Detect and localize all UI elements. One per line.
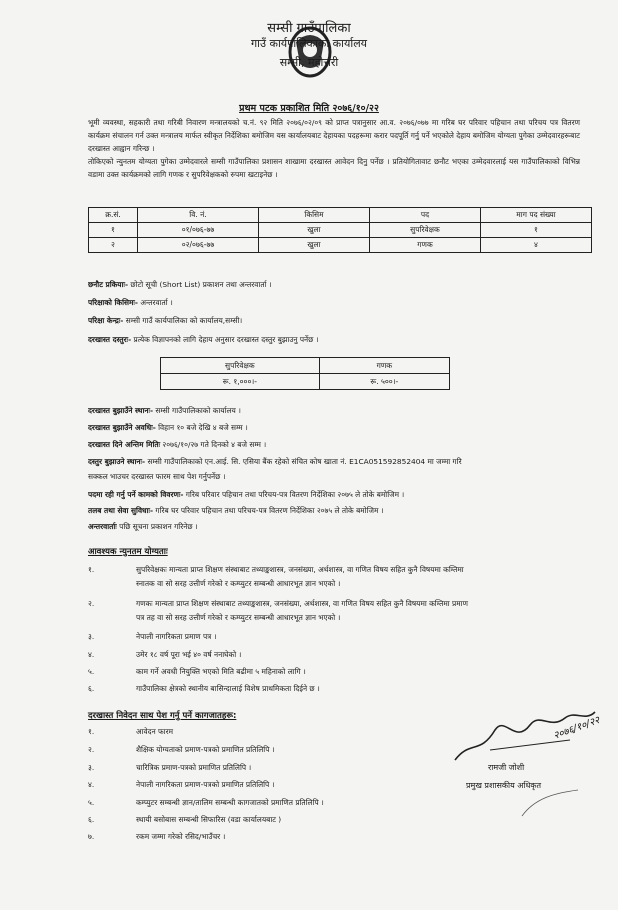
info-line: दस्तुर बुझाउने स्थानः- सम्सी गाउँपालिकाको एन.आई. सि. एसिया बैंक रहेको संचित कोष खाता नं. E1CA051592852404 मा जम्मा गरि	[88, 457, 462, 466]
info-line: दरखास्त दिने अन्तिम मितिः २०७६/१०/२७ गते दिनको ४ बजे सम्म ।	[88, 440, 267, 449]
table-header-cell: किसिम	[259, 208, 370, 223]
table-cell: रू. ५००।-	[319, 374, 449, 390]
table-cell: ०१/०७६-७७	[138, 223, 259, 238]
table-header-cell: सुपरिवेक्षक	[161, 358, 320, 374]
positions-table	[88, 207, 592, 253]
table-header-cell: पद	[370, 208, 481, 223]
header-line-3: सम्सी, महोत्तरी	[279, 56, 339, 69]
qualifications-heading: आवश्यक न्युनतम योग्यताः	[88, 547, 168, 557]
handwritten-signature-icon	[450, 700, 600, 770]
info-line: दरखास्त बुझाउँने स्थानः- सम्सी गाउँपालिकाको कार्यालय ।	[88, 406, 241, 415]
info-line: पदमा रही गर्नु पर्ने कामको विवरणः- गरिब परिवार पहिचान तथा परिचय-पत्र वितरण निर्देशिका २०७५ ले तोके बमोजिम ।	[88, 490, 405, 499]
table-cell: खुला	[259, 223, 370, 238]
table-row	[161, 374, 450, 390]
info-line: तलब तथा सेवा सुविधाः- गरिब घर परिवार पहिचान तथा परिचय-पत्र वितरण निर्देशिका २०७५ ले तोके बमोजिम ।	[88, 506, 384, 515]
stamp-mark-icon	[520, 788, 580, 818]
handwritten-date: २०७६/१०/२२	[552, 714, 602, 742]
header-line-1: सम्सी गाउँपालिका	[267, 21, 351, 36]
table-cell: ४	[481, 238, 592, 253]
table-cell: सुपरिवेक्षक	[370, 223, 481, 238]
table-cell: गणक	[370, 238, 481, 253]
info-line: सक्कल भाउचर दरखास्त फारम साथ पेश गर्नुपर्नेछ ।	[88, 472, 226, 481]
table-cell: २	[89, 238, 138, 253]
table-header-cell: माग पद संख्या	[481, 208, 592, 223]
intro-paragraph-2: तोकिएको न्युनतम योग्यता पुगेका उम्मेदवारले सम्सी गाउँपालिका प्रशासन शाखामा दरखास्त आवेदन दिनु पर्नेछ । प्रतियोगितावाट छनौट भएका उम्मेदवारलाई यस गाउँपालिकाको विभिन्न वडामा उक्त कार्यक्रमको लागि गणक र सुपरिवेक्षकको रुपमा खटाइनेछ ।	[88, 157, 580, 180]
notice-page: सम्सी गाउँपालिका गाउँ कार्यपालिकाको कार्यालय सम्सी, महोत्तरी प्रथम पटक प्रकाशित मिति २०७६/१०/२२ भूमी व्यवस्था, सहकारी तथा गरिबी निवारण मन्त्रालयको च.नं. ९२ मिति २०७६/०२/०९ को प्राप्त पत्रानुसार आ.व. २०७६/०७७ मा गरिब घर परिवार पहिचान तथा परिचय पत्र वितरण कार्यक्रम संचालन गर्न उक्त मन्त्रालय मार्फत स्वीकृत निर्देशिका बमोजिम यस कार्यालयबाट देहायका पदहरूमा करार पदपूर्ति गर्नु पर्ने भएकोले देहाय बमोजिम योग्यता पुगेका उम्मेदवारहरूबाट दरखास्त आह्वान गरिन्छ । तोकिएको न्युनतम योग्यता पुगेका उम्मेदवारले सम्सी गाउँपालिका प्रशासन शाखामा दरखास्त आवेदन दिनु पर्नेछ । प्रतियोगितावाट छनौट भएका उम्मेदवारलाई यस गाउँपालिकाको विभिन्न वडामा उक्त कार्यक्रमको लागि गणक र सुपरिवेक्षकको रुपमा खटाइनेछ । क्र.सं. वि. नं. किसिम पद माग पद संख्या १ ०१/०७६-७७ खुला सुपरिवेक्षक १ २ ०२/०७६-७७ खुला गणक ४ छनौट प्रकियाः- छोटो सूची (Short List) प्रकाशन तथा अन्तरवार्ता । परिक्षाको किसिमः- अन्तरवार्ता । परिक्षा केन्द्रः- सम्सी गाउँ कार्यपालिका को कार्यालय,सम्सी। दरखास्त दस्तुरः- प्रत्येक विज्ञापनको लागि देहाय अनुसार दरखास्त दस्तुर बुझाउनु पर्नेछ । सुपरिवेक्षक गणक रू. १,०००।- रू. ५००।- दरखास्त बुझाउँने स्थानः- सम्सी गाउँपालिकाको कार्यालय । दरखास्त बुझाउँने अवधिः- विहान १० बजे देखि ४ बजे सम्म । दरखास्त दिने अन्तिम मितिः २०७६/१०/२७ गते दिनको ४ बजे सम्म । दस्तुर बुझाउने स्थानः- सम्सी गाउँपालिकाको एन.आई. सि. एसिया बैंक रहेको संचित कोष खाता नं. E1CA051592852404 मा जम्मा गरि सक्कल भाउचर दरखास्त फारम साथ पेश गर्नुपर्नेछ । पदमा रही गर्नु पर्ने कामको विवरणः- गरिब परिवार पहिचान तथा परिचय-पत्र वितरण निर्देशिका २०७५ ले तोके बमोजिम । तलब तथा सेवा सुविधाः- गरिब घर परिवार पहिचान तथा परिचय-पत्र वितरण निर्देशिका २०७५ ले तोके बमोजिम । अन्तरवार्ताः पछि सूचना प्रकाशन गरिनेछ । आवश्यक न्युनतम योग्यताः १. सुपरिवेक्षकः मान्यता प्राप्त शिक्षण संस्थाबाट तथ्याङ्कशास्त्र, जनसंख्या, अर्थशास्त्र, वा गणित विषय सहित कुनै विषयमा कम्तिमा स्नातक वा सो सरह उत्तीर्ण गरेको र कम्प्युटर सम्बन्धी आधारभूत ज्ञान भएको । २. गणकः मान्यता प्राप्त शिक्षण संस्थाबाट तथ्याङ्कशास्त्र, जनसंख्या, अर्थशास्त्र, वा गणित विषय सहित कुनै विषयमा कम्तिमा प्रमाण पत्र तह वा सो सरह उत्तीर्ण गरेको र कम्प्युटर सम्बन्धी आधारभूत ज्ञान भएको । ३. नेपाली नागरिकता प्रमाण पत्र । ४. उमेर १८ वर्ष पूरा भई ४० वर्ष ननाघेको । ५. काम गर्ने अवधी नियुक्ति भएको मिति बढीमा ५ महिनाको लागि । ६. गाउँपालिका क्षेत्रको स्थानीय बासिन्दालाई विशेष प्राथमिकता दिईने छ । दरखास्त निवेदन साथ पेश गर्नु पर्ने कागजातहरू: १. आवेदन फारम २. शैक्षिक योग्यताको प्रमाण-पत्रको प्रमाणित प्रतिलिपि । ३. चारित्रिक प्रमाण-पत्रको प्रमाणित प्रतिलिपि । ४. नेपाली नागरिकता प्रमाण-पत्रको प्रमाणित प्रतिलिपि । ५. कम्प्युटर सम्बन्धी ज्ञान/तालिम सम्बन्धी कागजातको प्रमाणित प्रतिलिपि । ६. स्थायी बसोबास सम्बन्धी सिफारिस (वडा कार्यालयबाट ) ७. रकम जम्मा गरेको रसिद/भाउँचर । २०७६/१०/२२ रामजी जोशी प्रमुख प्रशासकीय अधिकृत	[0, 0, 618, 910]
fee-table	[160, 357, 450, 390]
info-line: छनौट प्रकियाः- छोटो सूची (Short List) प्रकाशन तथा अन्तरवार्ता ।	[88, 280, 272, 289]
table-row	[89, 238, 592, 253]
table-header-row	[161, 358, 450, 374]
table-header-cell: गणक	[319, 358, 449, 374]
notice-title: प्रथम पटक प्रकाशित मिति २०७६/१०/२२	[239, 103, 379, 114]
documents-heading: दरखास्त निवेदन साथ पेश गर्नु पर्ने कागजातहरू:	[88, 711, 237, 721]
table-cell: ०२/०७६-७७	[138, 238, 259, 253]
table-header-cell: क्र.सं.	[89, 208, 138, 223]
table-row	[89, 223, 592, 238]
header-line-2: गाउँ कार्यपालिकाको कार्यालय	[250, 37, 368, 50]
table-cell: १	[89, 223, 138, 238]
table-cell: खुला	[259, 238, 370, 253]
table-cell: रू. १,०००।-	[161, 374, 320, 390]
table-header-cell: वि. नं.	[138, 208, 259, 223]
info-line: दरखास्त बुझाउँने अवधिः- विहान १० बजे देखि ४ बजे सम्म ।	[88, 423, 248, 432]
table-header-row	[89, 208, 592, 223]
signatory-name: रामजी जोशी	[488, 763, 525, 772]
info-line: अन्तरवार्ताः पछि सूचना प्रकाशन गरिनेछ ।	[88, 522, 198, 531]
info-line: परिक्षा केन्द्रः- सम्सी गाउँ कार्यपालिका को कार्यालय,सम्सी।	[88, 316, 243, 325]
table-cell: १	[481, 223, 592, 238]
signatory-title: प्रमुख प्रशासकीय अधिकृत	[466, 781, 542, 790]
info-line: परिक्षाको किसिमः- अन्तरवार्ता ।	[88, 298, 173, 307]
intro-paragraph-1: भूमी व्यवस्था, सहकारी तथा गरिबी निवारण मन्त्रालयको च.नं. ९२ मिति २०७६/०२/०९ को प्राप्त पत्रानुसार आ.व. २०७६/०७७ मा गरिब घर परिवार पहिचान तथा परिचय पत्र वितरण कार्यक्रम संचालन गर्न उक्त मन्त्रालय मार्फत स्वीकृत निर्देशिका बमोजिम यस कार्यालयबाट देहायका पदहरूमा करार पदपूर्ति गर्नु पर्ने भएकोले देहाय बमोजिम योग्यता पुगेका उम्मेदवारहरूबाट दरखास्त आह्वान गरिन्छ ।	[88, 118, 580, 154]
info-line: दरखास्त दस्तुरः- प्रत्येक विज्ञापनको लागि देहाय अनुसार दरखास्त दस्तुर बुझाउनु पर्नेछ ।	[88, 335, 319, 344]
